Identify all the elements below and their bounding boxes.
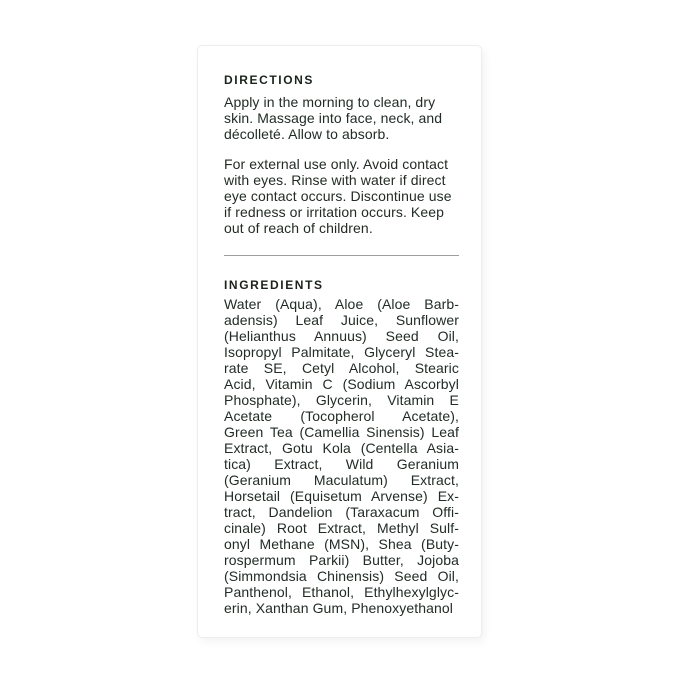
ingredients-line: erin, Xanthan Gum, Phenoxyethanol [224,600,454,616]
ingredients-line: Water (Aqua), Aloe (Aloe Barb- [224,296,459,312]
directions-section [224,73,459,236]
text-line: with eyes. Rinse with water if direct [224,172,446,188]
directions-text [224,94,459,236]
text-line: For external use only. Avoid contact [224,156,449,172]
product-label-card [197,45,482,638]
ingredients-line: Acetate (Tocopherol Acetate), [224,408,459,424]
ingredients-line: (Helianthus Annuus) Seed Oil, [224,328,459,344]
ingredients-line: onyl Methane (MSN), Shea (Buty- [224,536,459,552]
directions-title: DIRECTIONS [224,73,315,87]
ingredients-line: Green Tea (Camellia Sinensis) Leaf [224,424,459,440]
ingredients-line: adensis) Leaf Juice, Sunflower [224,312,459,328]
ingredients-line: rate SE, Cetyl Alcohol, Stearic [224,360,459,376]
ingredients-line: (Simmondsia Chinensis) Seed Oil, [224,568,459,584]
ingredients-line: cinale) Root Extract, Methyl Sulf- [224,520,459,536]
text-line: skin. Massage into face, neck, and [224,110,443,126]
text-line: eye contact occurs. Discontinue use [224,188,452,204]
ingredients-text [224,296,459,616]
ingredients-line: Extract, Gotu Kola (Centella Asia- [224,440,459,456]
directions-paragraph [224,156,459,236]
ingredients-title: INGREDIENTS [224,278,324,292]
ingredients-line: Panthenol, Ethanol, Ethylhexylglyc- [224,584,459,600]
text-line: out of reach of children. [224,220,373,236]
text-line: if redness or irritation occurs. Keep [224,204,445,220]
ingredients-line: Horsetail (Equisetum Arvense) Ex- [224,488,459,504]
directions-paragraph [224,94,459,142]
section-divider [224,255,459,256]
ingredients-line: Isopropyl Palmitate, Glyceryl Stea- [224,344,459,360]
ingredients-line: tract, Dandelion (Taraxacum Offi- [224,504,459,520]
ingredients-section [224,278,459,616]
ingredients-line: (Geranium Maculatum) Extract, [224,472,459,488]
ingredients-line: tica) Extract, Wild Geranium [224,456,459,472]
ingredients-line: rospermum Parkii) Butter, Jojoba [224,552,459,568]
text-line: Apply in the morning to clean, dry [224,94,436,110]
ingredients-line: Phosphate), Glycerin, Vitamin E [224,392,459,408]
ingredients-line: Acid, Vitamin C (Sodium Ascorbyl [224,376,459,392]
text-line: décolleté. Allow to absorb. [224,126,390,142]
